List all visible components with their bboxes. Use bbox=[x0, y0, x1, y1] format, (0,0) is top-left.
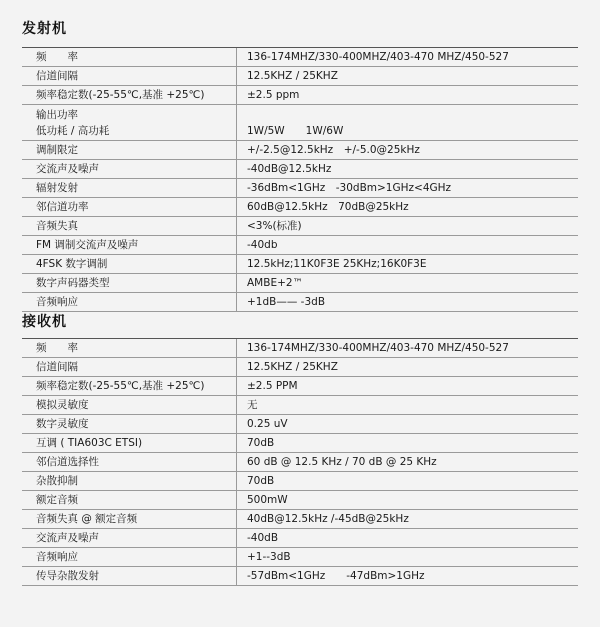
table-row bbox=[22, 339, 578, 358]
spec-value: AMBE+2™ bbox=[237, 274, 579, 293]
spec-label: 音频失真 @ 额定音频 bbox=[22, 510, 237, 529]
spec-label: 邻信道功率 bbox=[22, 198, 237, 217]
spec-value: <3%(标准) bbox=[237, 217, 579, 236]
spec-value: 12.5kHz;11K0F3E 25KHz;16K0F3E bbox=[237, 255, 579, 274]
spec-value: 无 bbox=[237, 396, 579, 415]
spec-label: 频 率 bbox=[22, 339, 237, 358]
spec-label: 调制限定 bbox=[22, 141, 237, 160]
spec-value: -57dBm<1GHz -47dBm>1GHz bbox=[237, 567, 579, 586]
table-row bbox=[22, 236, 578, 255]
spec-label: 互调 ( TIA603C ETSI) bbox=[22, 434, 237, 453]
spec-value: 40dB@12.5kHz /-45dB@25kHz bbox=[237, 510, 579, 529]
spec-value: 70dB bbox=[237, 472, 579, 491]
spec-value: ±2.5 ppm bbox=[237, 86, 579, 105]
spec-label: 4FSK 数字调制 bbox=[22, 255, 237, 274]
spec-value: +/-2.5@12.5kHz +/-5.0@25kHz bbox=[237, 141, 579, 160]
spec-label: 信道间隔 bbox=[22, 358, 237, 377]
spec-label: 交流声及噪声 bbox=[22, 160, 237, 179]
spec-value: 70dB bbox=[237, 434, 579, 453]
table-row bbox=[22, 472, 578, 491]
table-row bbox=[22, 105, 578, 141]
spec-label bbox=[22, 105, 237, 141]
spec-label: 数字灵敏度 bbox=[22, 415, 237, 434]
table-row bbox=[22, 48, 578, 67]
transmitter-title: 发射机 bbox=[22, 21, 67, 37]
table-row bbox=[22, 567, 578, 586]
spec-value: 60 dB @ 12.5 KHz / 70 dB @ 25 KHz bbox=[237, 453, 579, 472]
table-row bbox=[22, 179, 578, 198]
spec-value: ±2.5 PPM bbox=[237, 377, 579, 396]
table-row bbox=[22, 274, 578, 293]
spec-value: 60dB@12.5kHz 70dB@25kHz bbox=[237, 198, 579, 217]
table-row bbox=[22, 198, 578, 217]
receiver-title: 接收机 bbox=[22, 314, 67, 330]
table-row bbox=[22, 491, 578, 510]
spec-label: 传导杂散发射 bbox=[22, 567, 237, 586]
spec-value: 500mW bbox=[237, 491, 579, 510]
spec-label: 信道间隔 bbox=[22, 67, 237, 86]
spec-value: +1--3dB bbox=[237, 548, 579, 567]
spec-label: FM 调制交流声及噪声 bbox=[22, 236, 237, 255]
table-row bbox=[22, 141, 578, 160]
spec-value: 0.25 uV bbox=[237, 415, 579, 434]
table-row bbox=[22, 358, 578, 377]
table-row bbox=[22, 415, 578, 434]
spec-label: 音频响应 bbox=[22, 548, 237, 567]
table-row bbox=[22, 255, 578, 274]
table-row bbox=[22, 293, 578, 312]
spec-label: 音频响应 bbox=[22, 293, 237, 312]
table-row bbox=[22, 67, 578, 86]
spec-value: 136-174MHZ/330-400MHZ/403-470 MHZ/450-527 bbox=[237, 339, 579, 358]
table-row bbox=[22, 529, 578, 548]
spec-value: -40db bbox=[237, 236, 579, 255]
spec-value: -40dB@12.5kHz bbox=[237, 160, 579, 179]
spec-value: -40dB bbox=[237, 529, 579, 548]
table-row bbox=[22, 396, 578, 415]
table-row bbox=[22, 548, 578, 567]
receiver-spec-table bbox=[22, 338, 578, 586]
spec-label: 辐射发射 bbox=[22, 179, 237, 198]
spec-label: 额定音频 bbox=[22, 491, 237, 510]
spec-value: 12.5KHZ / 25KHZ bbox=[237, 67, 579, 86]
table-row bbox=[22, 510, 578, 529]
spec-label: 频率稳定数(-25-55℃,基准 +25℃) bbox=[22, 377, 237, 396]
spec-label: 数字声码器类型 bbox=[22, 274, 237, 293]
spec-value: -36dBm<1GHz -30dBm>1GHz<4GHz bbox=[237, 179, 579, 198]
spec-value: 12.5KHZ / 25KHZ bbox=[237, 358, 579, 377]
spec-label: 邻信道选择性 bbox=[22, 453, 237, 472]
spec-label: 频率稳定数(-25-55℃,基准 +25℃) bbox=[22, 86, 237, 105]
spec-value: 136-174MHZ/330-400MHZ/403-470 MHZ/450-527 bbox=[237, 48, 579, 67]
table-row bbox=[22, 377, 578, 396]
spec-label: 杂散抑制 bbox=[22, 472, 237, 491]
spec-label: 频 率 bbox=[22, 48, 237, 67]
table-row bbox=[22, 453, 578, 472]
spec-value: +1dB—— -3dB bbox=[237, 293, 579, 312]
table-row bbox=[22, 160, 578, 179]
table-row bbox=[22, 434, 578, 453]
spec-label: 音频失真 bbox=[22, 217, 237, 236]
spec-label-line2: 低功耗 / 高功耗 bbox=[36, 124, 110, 137]
spec-value: 1W/5W 1W/6W bbox=[237, 105, 579, 141]
spec-label: 交流声及噪声 bbox=[22, 529, 237, 548]
spec-label: 模拟灵敏度 bbox=[22, 396, 237, 415]
table-row bbox=[22, 217, 578, 236]
table-row bbox=[22, 86, 578, 105]
spec-label-line1: 输出功率 bbox=[36, 108, 78, 121]
transmitter-spec-table bbox=[22, 47, 578, 312]
